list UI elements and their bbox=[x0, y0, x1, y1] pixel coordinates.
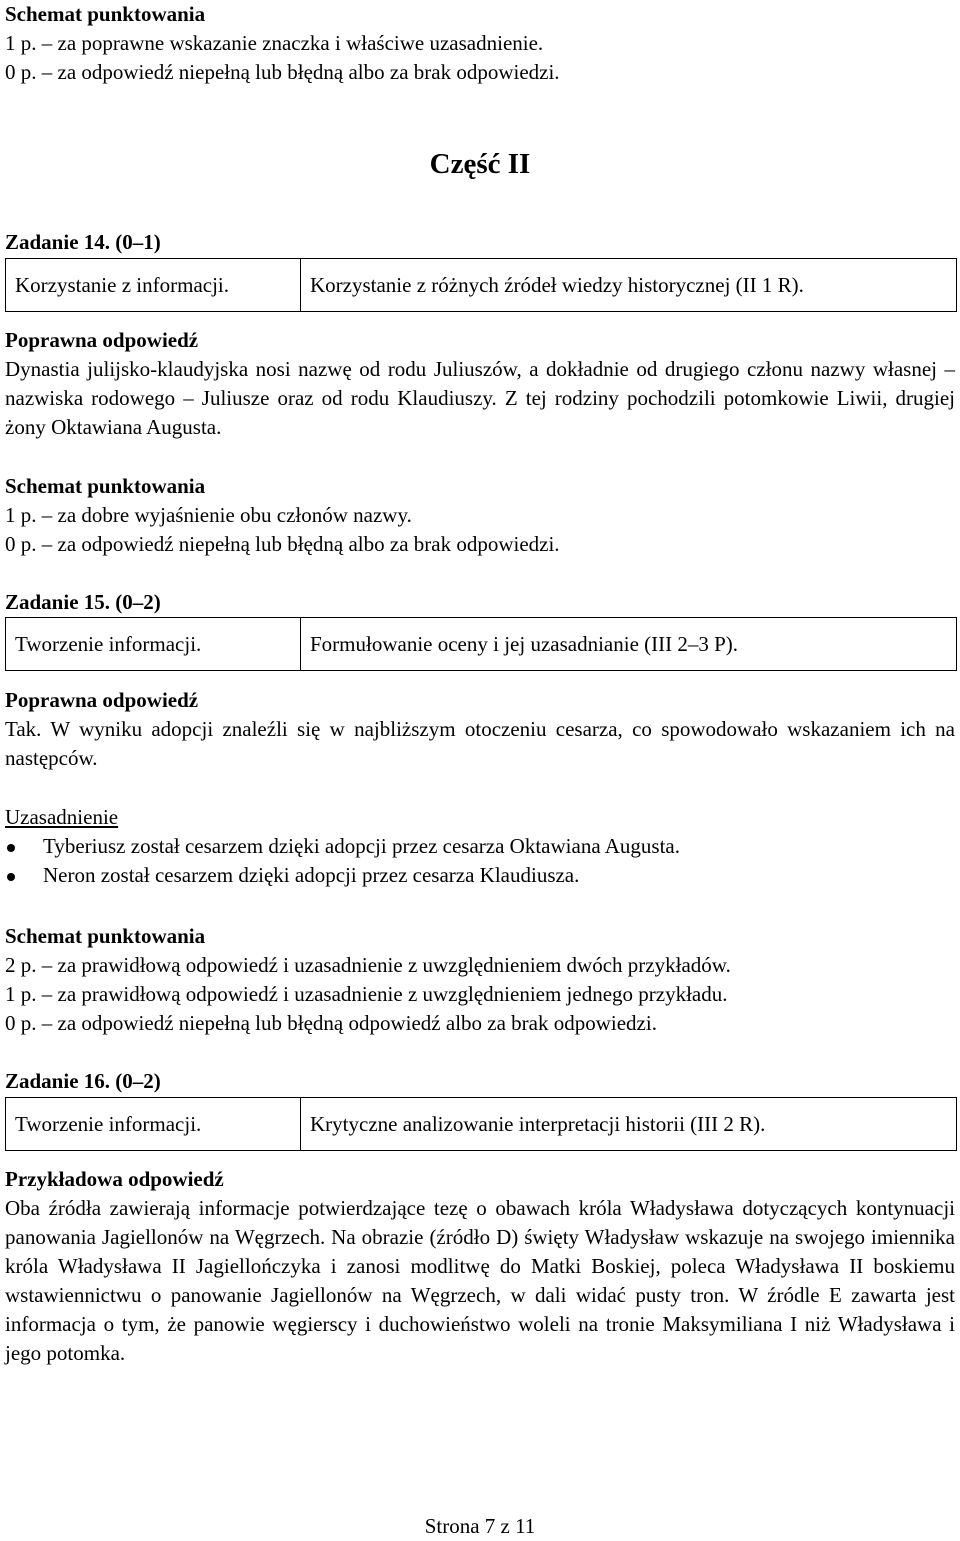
task-14-answer: Dynastia julijsko-klaudyjska nosi nazwę od rodu Juliuszów, a dokładnie od drugiego członu nazwy własnej – nazwiska rodowego – Juliusze oraz od rodu Klaudiuszy. Z tej rodziny pochodzili potomkowie Liwii, drugiej żony Oktawiana Augusta. bbox=[5, 357, 955, 439]
page-number-footer: Strona 7 z 11 bbox=[424, 1514, 536, 1538]
bullet-icon bbox=[7, 844, 15, 852]
answer-heading: Poprawna odpowiedź bbox=[5, 688, 199, 712]
answer-heading: Poprawna odpowiedź bbox=[5, 328, 199, 352]
task-15-scoring bbox=[5, 922, 955, 1038]
scoring-line: 1 p. – za prawidłową odpowiedź i uzasadnienie z uwzględnieniem jednego przykładu. bbox=[5, 982, 728, 1006]
requirement-general: Tworzenie informacji. bbox=[6, 1098, 301, 1151]
scoring-line: 0 p. – za odpowiedź niepełną lub błędną odpowiedź albo za brak odpowiedzi. bbox=[5, 1011, 657, 1035]
requirement-general: Tworzenie informacji. bbox=[6, 618, 301, 671]
bullet-icon bbox=[7, 873, 15, 881]
scoring-heading: Schemat punktowania bbox=[5, 924, 206, 948]
list-item: Tyberiusz został cesarzem dzięki adopcji przez cesarza Oktawiana Augusta. bbox=[5, 832, 955, 861]
task-16-title: Zadanie 16. (0–2) bbox=[5, 1069, 161, 1093]
task-14-scoring bbox=[5, 472, 955, 559]
task-16-answer: Oba źródła zawierają informacje potwierdzające tezę o obawach króla Władysława dotyczących kontynuacji panowania Jagiellonów na Węgrzech. Na obrazie (źródło D) święty Władysław wskazuje na swojego imiennika króla Władysława II Jagiellończyka i zanosi modlitwę do Matki Boskiej, poleca Władysława II boskiemu wstawiennictwu o panowanie Jagiellonów na Węgrzech, w dali widać pusty tron. W źródle E zawarta jest informacja o tym, że panowie węgierscy i duchowieństwo woleli na tronie Maksymiliana I niż Władysława i jego potomka. bbox=[5, 1196, 955, 1365]
part-title: Część II bbox=[429, 148, 531, 180]
scoring-line: 2 p. – za prawidłową odpowiedź i uzasadnienie z uwzględnieniem dwóch przykładów. bbox=[5, 953, 731, 977]
task-16-requirements-table bbox=[5, 1097, 957, 1151]
requirement-specific: Korzystanie z różnych źródeł wiedzy historycznej (II 1 R). bbox=[301, 259, 957, 312]
task-15-requirements-table bbox=[5, 617, 957, 671]
list-item: Neron został cesarzem dzięki adopcji przez cesarza Klaudiusza. bbox=[5, 861, 955, 890]
requirement-general: Korzystanie z informacji. bbox=[6, 259, 301, 312]
scoring-line: 1 p. – za dobre wyjaśnienie obu członów nazwy. bbox=[5, 503, 412, 527]
task-15-title: Zadanie 15. (0–2) bbox=[5, 590, 161, 614]
requirement-specific: Krytyczne analizowanie interpretacji historii (III 2 R). bbox=[301, 1098, 957, 1151]
task-14-requirements-table bbox=[5, 258, 957, 312]
scoring-heading: Schemat punktowania bbox=[5, 474, 206, 498]
scoring-line: 1 p. – za poprawne wskazanie znaczka i właściwe uzasadnienie. bbox=[5, 31, 544, 55]
answer-heading: Przykładowa odpowiedź bbox=[5, 1167, 224, 1191]
scoring-line: 0 p. – za odpowiedź niepełną lub błędną albo za brak odpowiedzi. bbox=[5, 532, 560, 556]
task-14-title: Zadanie 14. (0–1) bbox=[5, 230, 161, 254]
top-scoring-block bbox=[5, 0, 955, 87]
scoring-line: 0 p. – za odpowiedź niepełną lub błędną albo za brak odpowiedzi. bbox=[5, 60, 560, 84]
justification-heading: Uzasadnienie bbox=[5, 805, 119, 829]
scoring-heading: Schemat punktowania bbox=[5, 2, 206, 26]
task-15-answer: Tak. W wyniku adopcji znaleźli się w najbliższym otoczeniu cesarza, co spowodowało wskazaniem ich na następców. bbox=[5, 717, 955, 770]
justification-list bbox=[5, 832, 955, 890]
requirement-specific: Formułowanie oceny i jej uzasadnianie (III 2–3 P). bbox=[301, 618, 957, 671]
